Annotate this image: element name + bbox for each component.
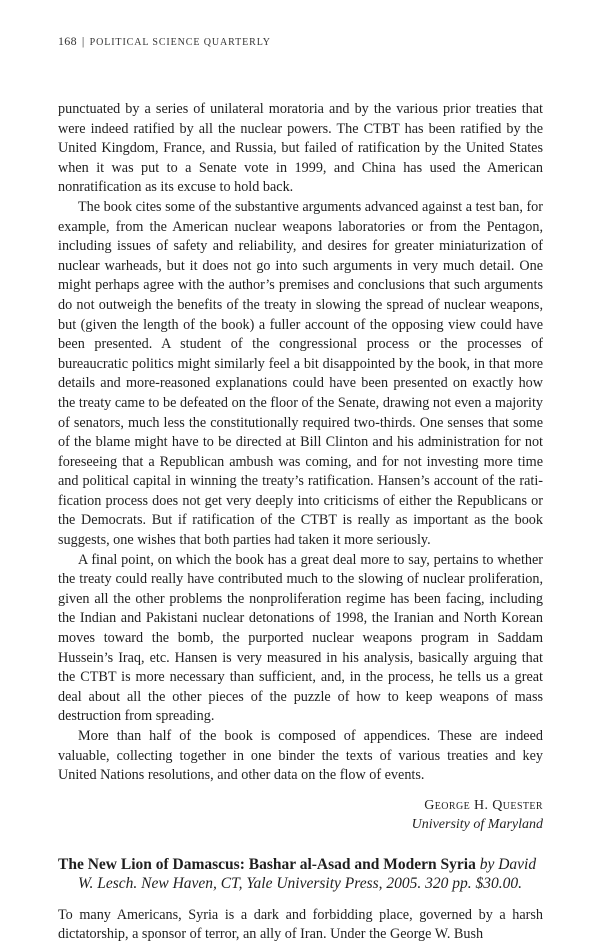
running-head-separator: | [81, 34, 85, 48]
paragraph-continuation: punctuated by a series of unilateral moratoria and by the various prior treaties that were indeed ratified by all the nuclear powers. The CTBT has been ratified by the United Kingdom, France, and Russia, but failed of ratification by the United States when it was put to a Senate vote in 1999, and China has used the American nonratification as its excuse to hold back. [58, 101, 543, 196]
paragraph-arguments: The book cites some of the substantive arguments advanced against a test ban, for example, from the American nuclear weapons laboratories or from the Pentagon, including issues of safety and reliability, and desires for greater miniaturization of nuclear warheads, but it does not go into such arguments in very much detail. One might perhaps agree with the author’s premises and conclusions that such arguments do not outweigh the benefits of the treaty in slowing the spread of nuclear weapons, but (given the length of the book) a fuller account of the opposing view could have been presented. A student of the congressional process or the processes of bureaucratic politics might similarly feel a bit disappointed by the book, in that more details and more-reasoned explanations could have been presented on exactly how the treaty came to be defeated on the floor of the Senate, drawing not even a majority of senators, much less the constitutionally required two-thirds. One senses that some of the blame might have to be directed at Bill Clinton and his administration for not foreseeing that a Republican ambush was coming, and for not investing more time and political capital in winning the treaty’s ratification. Hansen’s account of the ratification process does not get very deeply into criticisms of either the Republicans or the Democrats. But if ratification of the CTBT is really as important as the book suggests, one wishes that both parties had taken it more seriously. [58, 198, 543, 549]
book-title: The New Lion of Damascus: Bashar al-Asad and Modern Syria [58, 855, 476, 873]
journal-name: POLITICAL SCIENCE QUARTERLY [89, 37, 271, 48]
journal-page [58, 34, 543, 945]
paragraph-final-point: A final point, on which the book has a great deal more to say, pertains to whether the treaty could really have contributed much to the slowing of nuclear proliferation, given all the other problems the nonproliferation regime has been facing, including the Indian and Pakistani nuclear detonations of 1998, the Iranian and North Korean moves toward the bomb, the purported nuclear weapons program in Saddam Hussein’s Iraq, etc. Hansen is very measured in his analysis, basically arguing that the CTBT is more necessary than sufficient, and, in the process, he tells us a great deal about all the other pieces of the puzzle of how to keep weapons of mass destruction from spreading. [58, 551, 543, 725]
reviewer-signature [58, 796, 543, 835]
next-review-heading [58, 855, 543, 894]
reviewer-name: George H. Quester [424, 797, 543, 813]
review-body-text [58, 100, 543, 786]
book-meta: by David W. Lesch. New Haven, CT, Yale University Press, 2005. 320 pp. $30.00. [78, 855, 537, 893]
paragraph-appendices: More than half of the book is composed of appendices. These are indeed valuable, collecting together in one binder the texts of various treaties and key United Nations resolutions, and other data on the flow of events. [58, 728, 543, 784]
running-head [58, 34, 543, 49]
next-review-opening: To many Americans, Syria is a dark and forbidding place, governed by a harsh dictatorship, a sponsor of terror, an ally of Iran. Under the George W. Bush [58, 906, 543, 943]
page-number: 168 [58, 34, 77, 48]
reviewer-affiliation: University of Maryland [411, 817, 543, 833]
